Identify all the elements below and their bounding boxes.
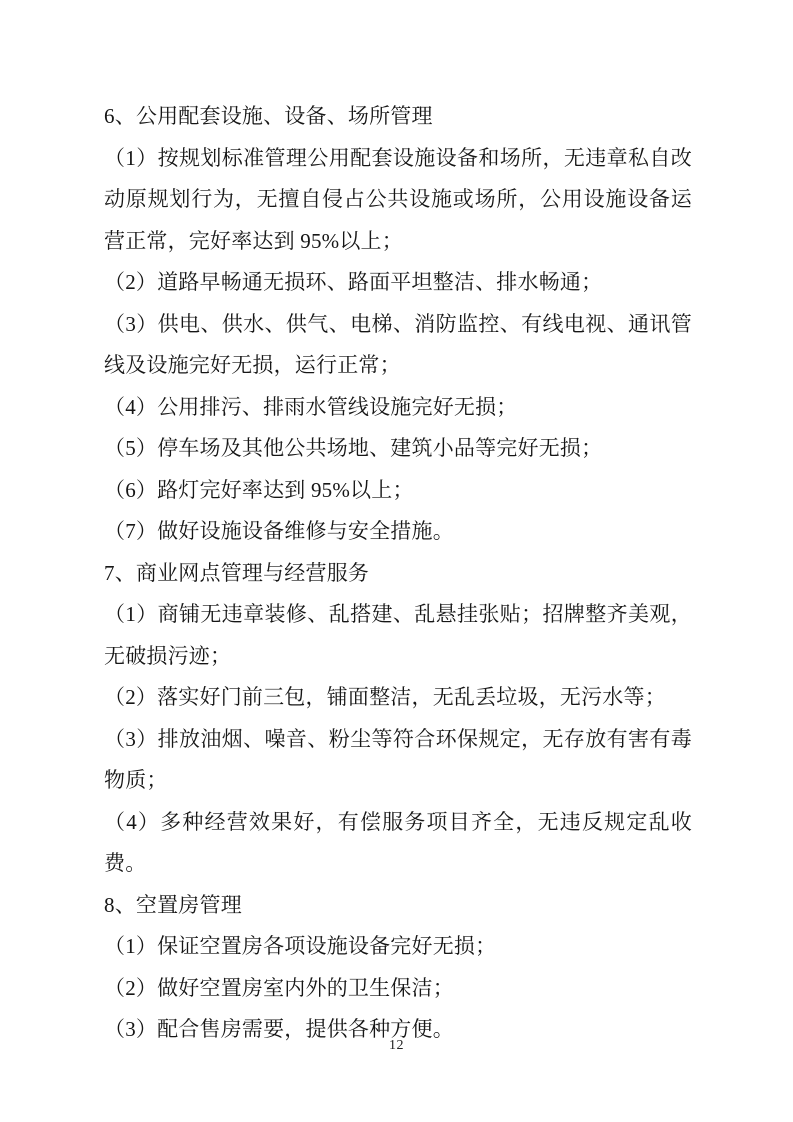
page-number: 12 — [389, 1038, 404, 1053]
clause: （7）做好设施设备维修与安全措施。 — [104, 519, 454, 543]
clause: （4）多种经营效果好，有偿服务项目齐全，无违反规定乱收费。 — [104, 809, 692, 875]
clause: （1）按规划标准管理公用配套设施设备和场所，无违章私自改动原规划行为，无擅自侵占公共设施或场所，公用设施设备运营正常，完好率达到 95%以上； — [104, 145, 692, 253]
clause: （1）商铺无违章装修、乱搭建、乱悬挂张贴；招牌整齐美观，无破损污迹； — [104, 602, 692, 668]
clause: （5）停车场及其他公共场地、建筑小品等完好无损； — [104, 436, 603, 460]
document-body — [104, 96, 692, 1051]
clause: （3）排放油烟、噪音、粉尘等符合环保规定，无存放有害有毒物质； — [104, 726, 692, 792]
section-heading: 8、空置房管理 — [104, 892, 242, 917]
clause: （6）路灯完好率达到 95%以上； — [104, 477, 414, 502]
clause: （4）公用排污、排雨水管线设施完好无损； — [104, 394, 518, 419]
clause: （3）配合售房需要，提供各种方便。 — [104, 1017, 454, 1041]
clause: （2）道路早畅通无损环、路面平坦整洁、排水畅通； — [104, 270, 603, 294]
clause: （2）做好空置房室内外的卫生保洁； — [104, 975, 454, 1000]
section-heading: 7、商业网点管理与经营服务 — [104, 560, 370, 585]
clause: （3）供电、供水、供气、电梯、消防监控、有线电视、通讯管线及设施完好无损，运行正常； — [104, 311, 692, 377]
section-heading: 6、公用配套设施、设备、场所管理 — [104, 104, 433, 128]
clause: （1）保证空置房各项设施设备完好无损； — [104, 934, 497, 958]
clause: （2）落实好门前三包，铺面整洁，无乱丢垃圾，无污水等； — [104, 685, 666, 709]
